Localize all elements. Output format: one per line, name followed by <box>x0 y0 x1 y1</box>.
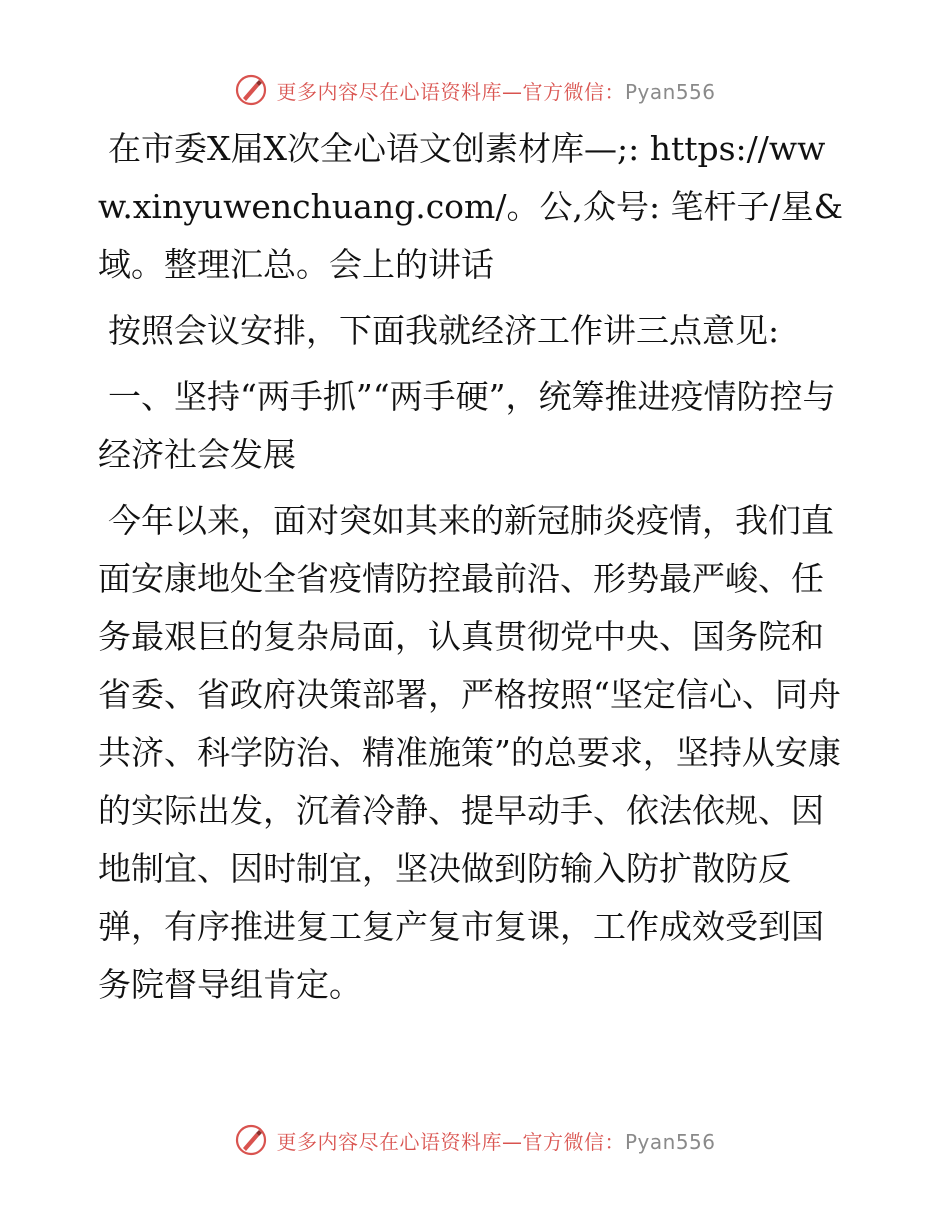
watermark-brand: Pyan556 <box>624 1129 716 1154</box>
document-body <box>98 120 850 1022</box>
watermark-main: 更多内容尽在心语资料库—官方微信： <box>276 1129 625 1154</box>
pen-circle-icon <box>234 73 268 107</box>
footer-watermark-banner <box>0 1120 950 1160</box>
document-title: 在市委X届X次全心语文创素材库—;: https://www.xinyuwenchuang.com/。公,众号: 笔杆子/星&域。整理汇总。会上的讲话 <box>98 129 844 284</box>
watermark-main: 更多内容尽在心语资料库—官方微信： <box>276 79 625 104</box>
watermark-brand: Pyan556 <box>624 79 716 104</box>
watermark-text <box>276 1126 715 1155</box>
section-heading-one: 一、坚持“两手抓”“两手硬”，统筹推进疫情防控与经济社会发展 <box>98 377 836 474</box>
pen-circle-icon <box>234 1123 268 1157</box>
watermark-text <box>276 76 715 105</box>
body-paragraph: 今年以来，面对突如其来的新冠肺炎疫情，我们直面安康地处全省疫情防控最前沿、形势最严峻、任务最艰巨的复杂局面，认真贯彻党中央、国务院和省委、省政府决策部署，严格按照“坚定信心、同舟共济、科学防治、精准施策”的总要求，坚持从安康的实际出发，沉着冷静、提早动手、依法依规、因地制宜、因时制宜，坚决做到防输入防扩散防反弹，有序推进复工复产复市复课，工作成效受到国务院督导组肯定。 <box>98 501 841 1004</box>
intro-paragraph: 按照会议安排，下面我就经济工作讲三点意见: <box>108 311 780 350</box>
header-watermark-banner <box>0 70 950 110</box>
